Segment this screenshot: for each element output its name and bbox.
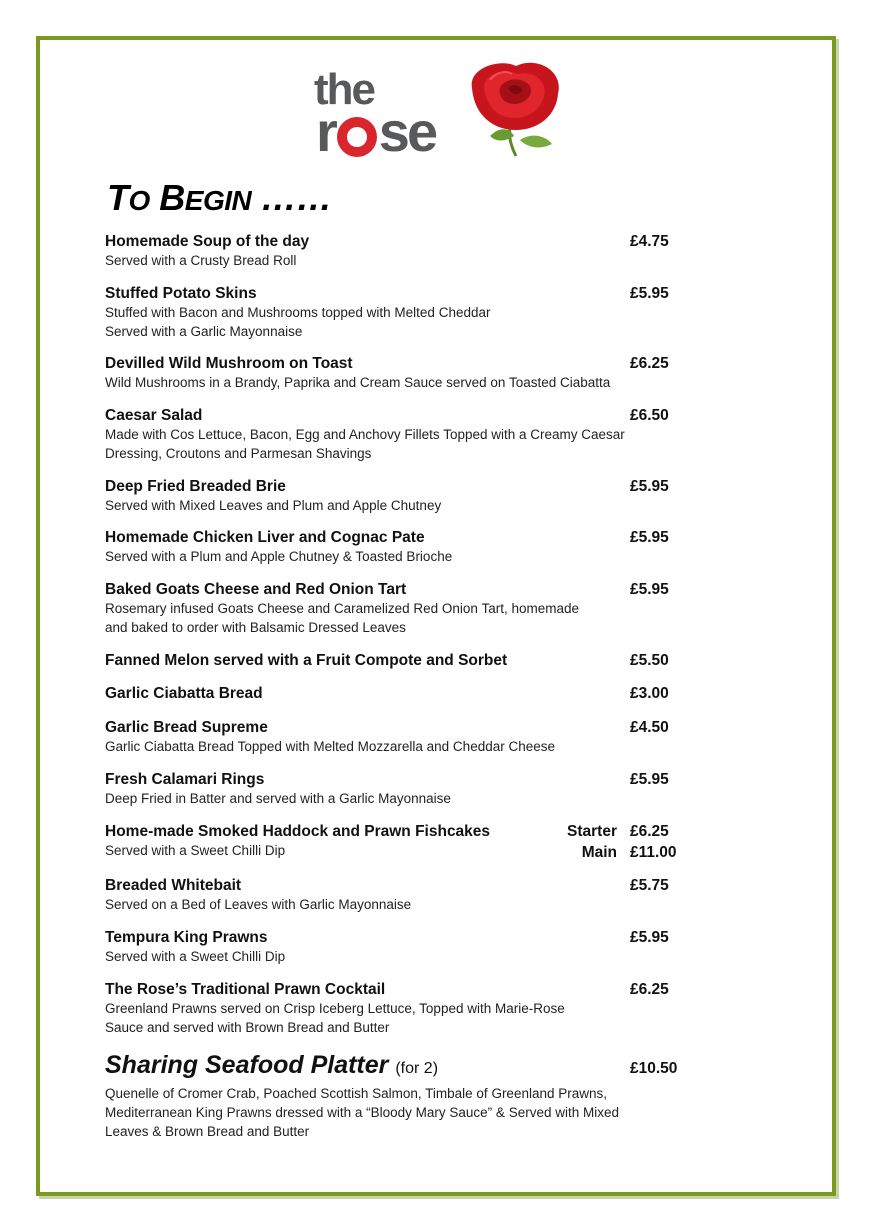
item-name: The Rose’s Traditional Prawn Cocktail: [105, 981, 386, 998]
item-price: £4.75: [630, 233, 669, 250]
item-description: Wild Mushrooms in a Brandy, Paprika and Cream Sauce served on Toasted Ciabatta: [105, 375, 611, 390]
menu-item: [105, 354, 685, 392]
item-price-main: £11.00: [630, 844, 677, 861]
logo-o-mark: [337, 117, 377, 157]
item-description: Rosemary infused Goats Cheese and Caramelized Red Onion Tart, homemade: [105, 601, 579, 616]
title-smallcaps: EGIN: [184, 185, 252, 216]
title-smallcaps: O: [128, 185, 150, 216]
menu-item: [105, 980, 685, 1037]
item-name: Home-made Smoked Haddock and Prawn Fishcakes: [105, 823, 491, 840]
section-title: [107, 177, 332, 219]
item-description: Leaves & Brown Bread and Butter: [105, 1124, 310, 1139]
item-name: Baked Goats Cheese and Red Onion Tart: [105, 581, 407, 598]
item-description: Served with Mixed Leaves and Plum and Apple Chutney: [105, 498, 442, 513]
item-description: Deep Fried in Batter and served with a Garlic Mayonnaise: [105, 791, 451, 806]
menu-item: [105, 770, 685, 808]
item-name: Garlic Bread Supreme: [105, 719, 268, 736]
item-price: £5.95: [630, 529, 669, 546]
item-description: Made with Cos Lettuce, Bacon, Egg and Anchovy Fillets Topped with a Creamy Caesar: [105, 427, 625, 442]
item-price: £5.95: [630, 478, 669, 495]
menu-item: [105, 928, 685, 966]
sharing-platter-title: Sharing Seafood Platter: [105, 1051, 389, 1079]
item-name: Fresh Calamari Rings: [105, 771, 265, 788]
item-name: Breaded Whitebait: [105, 877, 242, 894]
menu-item: [105, 284, 685, 341]
rose-flower-icon: [460, 58, 570, 158]
item-description: Stuffed with Bacon and Mushrooms topped with Melted Cheddar: [105, 305, 491, 320]
sharing-platter-price: £10.50: [630, 1060, 678, 1077]
item-price: £6.25: [630, 981, 669, 998]
item-description: and baked to order with Balsamic Dressed Leaves: [105, 620, 406, 635]
logo-text-rose: [316, 100, 436, 163]
item-description: Served with a Sweet Chilli Dip: [105, 843, 286, 858]
item-price: £6.50: [630, 407, 669, 424]
item-description: Quenelle of Cromer Crab, Poached Scottish Salmon, Timbale of Greenland Prawns,: [105, 1086, 607, 1101]
menu-item: [105, 528, 685, 566]
menu-item: [105, 477, 685, 515]
menu-item: [105, 580, 685, 637]
item-description: Sauce and served with Brown Bread and Butter: [105, 1020, 390, 1035]
item-description: Served with a Sweet Chilli Dip: [105, 949, 286, 964]
logo: [310, 58, 580, 163]
item-description: Served on a Bed of Leaves with Garlic Mayonnaise: [105, 897, 412, 912]
main-label: Main: [581, 844, 617, 861]
item-name: Fanned Melon served with a Fruit Compote and Sorbet: [105, 652, 508, 669]
item-name: Devilled Wild Mushroom on Toast: [105, 355, 353, 372]
item-description: Served with a Garlic Mayonnaise: [105, 324, 303, 339]
item-price: £6.25: [630, 823, 669, 840]
item-name: Tempura King Prawns: [105, 929, 268, 946]
logo-letter-r: r: [316, 100, 335, 163]
starter-label: Starter: [567, 823, 617, 840]
menu-item: [105, 406, 685, 463]
logo-letters-se: se: [378, 100, 436, 163]
item-price: £5.95: [630, 771, 669, 788]
item-price: £5.95: [630, 581, 669, 598]
menu-item: [105, 876, 685, 914]
item-price: £5.75: [630, 877, 669, 894]
item-price: £5.95: [630, 285, 669, 302]
item-description: Mediterranean King Prawns dressed with a “Bloody Mary Sauce” & Served with Mixed: [105, 1105, 619, 1120]
title-letter: T: [107, 177, 129, 218]
title-ellipsis: ……: [260, 177, 332, 218]
item-price: £6.25: [630, 355, 669, 372]
item-price: £3.00: [630, 685, 669, 702]
menu-item: [105, 651, 685, 670]
sharing-platter-item: [105, 1050, 685, 1141]
item-name: Garlic Ciabatta Bread: [105, 685, 263, 702]
item-name: Deep Fried Breaded Brie: [105, 478, 286, 495]
item-description: Served with a Crusty Bread Roll: [105, 253, 297, 268]
item-price: £5.95: [630, 929, 669, 946]
menu-item: [105, 232, 685, 270]
item-price: £5.50: [630, 652, 669, 669]
item-description: Dressing, Croutons and Parmesan Shavings: [105, 446, 372, 461]
item-description: Greenland Prawns served on Crisp Iceberg Lettuce, Topped with Marie-Rose: [105, 1001, 565, 1016]
sharing-platter-name: [105, 1050, 685, 1084]
item-name: Caesar Salad: [105, 407, 203, 424]
sharing-platter-note: (for 2): [395, 1060, 439, 1077]
item-price: £4.50: [630, 719, 669, 736]
menu-item: [105, 684, 685, 703]
item-name: Homemade Soup of the day: [105, 233, 310, 250]
item-name: Stuffed Potato Skins: [105, 285, 257, 302]
item-name: Homemade Chicken Liver and Cognac Pate: [105, 529, 425, 546]
item-description: Garlic Ciabatta Bread Topped with Melted Mozzarella and Cheddar Cheese: [105, 739, 556, 754]
logo-text-the: the: [314, 65, 374, 114]
title-letter: B: [159, 177, 185, 218]
item-description: Served with a Plum and Apple Chutney & Toasted Brioche: [105, 549, 453, 564]
menu-item: [105, 718, 685, 756]
